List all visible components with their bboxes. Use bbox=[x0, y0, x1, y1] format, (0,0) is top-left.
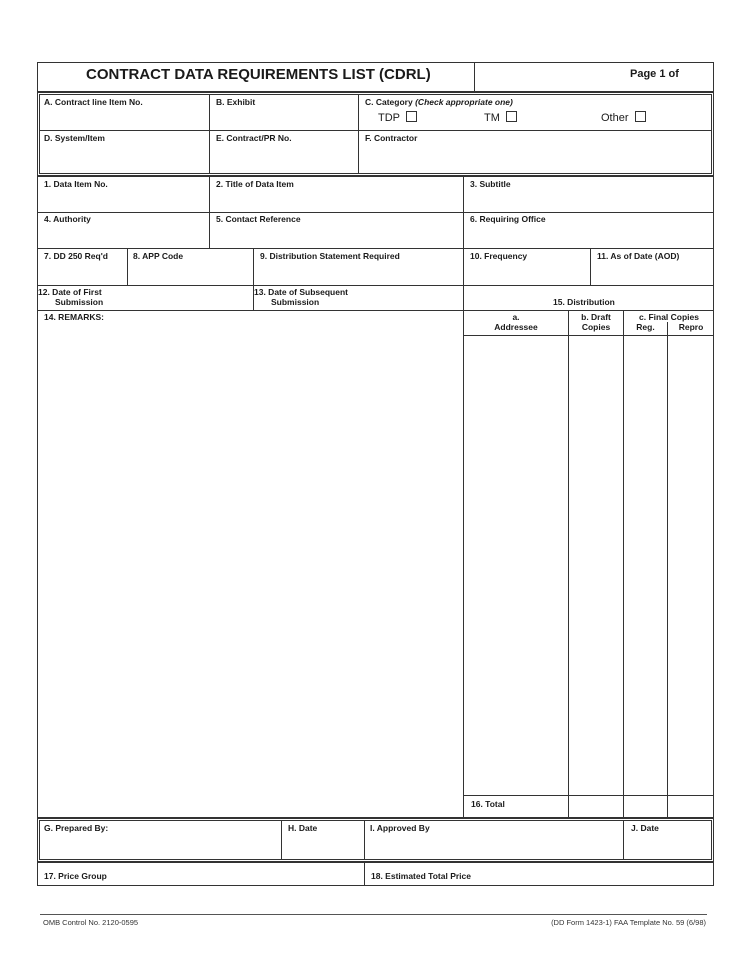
option-tdp[interactable] bbox=[378, 111, 417, 124]
final-reg-column[interactable] bbox=[624, 336, 667, 794]
subtitle-field[interactable] bbox=[464, 190, 713, 211]
other-label: Other bbox=[601, 112, 629, 124]
tdp-checkbox[interactable] bbox=[406, 111, 417, 122]
form-template-number: (DD Form 1423-1) FAA Template No. 59 (6/98) bbox=[551, 918, 706, 927]
item-14-label: 14. REMARKS: bbox=[44, 312, 104, 322]
col-b-line1: b. Draft bbox=[581, 312, 611, 322]
data-item-no-field[interactable] bbox=[38, 190, 208, 211]
divider bbox=[37, 310, 714, 311]
option-other[interactable] bbox=[601, 111, 646, 124]
item-12-label-line2: Submission bbox=[55, 297, 104, 307]
j-date-label: J. Date bbox=[631, 823, 659, 833]
col-a-line2: Addressee bbox=[494, 322, 538, 332]
item-17-label: 17. Price Group bbox=[44, 871, 107, 881]
page-label: Page 1 of bbox=[630, 68, 679, 80]
item-12-label: 12. Date of First bbox=[38, 287, 102, 297]
category-hint: (Check appropriate one) bbox=[415, 97, 513, 107]
h-date-label: H. Date bbox=[288, 823, 318, 833]
prepared-by-label: G. Prepared By: bbox=[44, 823, 109, 833]
contact-reference-field[interactable] bbox=[210, 226, 462, 247]
other-checkbox[interactable] bbox=[635, 111, 646, 122]
tdp-label: TDP bbox=[378, 112, 400, 124]
item-15-label: 15. Distribution bbox=[553, 297, 615, 307]
item-16-label: 16. Total bbox=[471, 799, 505, 809]
divider bbox=[39, 130, 712, 131]
contract-pr-field[interactable] bbox=[211, 144, 357, 174]
divider bbox=[37, 248, 714, 249]
col-b-line2: Copies bbox=[581, 322, 611, 332]
contractor-field[interactable] bbox=[360, 144, 712, 174]
field-b-label: B. Exhibit bbox=[216, 97, 256, 107]
col-a-line1: a. bbox=[512, 312, 520, 322]
divider bbox=[37, 212, 714, 213]
remarks-field[interactable] bbox=[38, 324, 466, 821]
date-subsequent-submission-field[interactable] bbox=[350, 287, 462, 309]
frequency-field[interactable] bbox=[464, 262, 589, 284]
requiring-office-field[interactable] bbox=[464, 226, 713, 247]
approved-by-field[interactable] bbox=[365, 834, 622, 859]
system-item-field[interactable] bbox=[40, 144, 208, 174]
total-draft-field[interactable] bbox=[569, 796, 623, 817]
approved-by-label: I. Approved By bbox=[370, 823, 430, 833]
j-date-field[interactable] bbox=[624, 834, 711, 859]
category-label: C. Category bbox=[365, 97, 413, 107]
app-code-field[interactable] bbox=[128, 262, 252, 284]
price-group-field[interactable] bbox=[120, 863, 363, 885]
authority-field[interactable] bbox=[38, 226, 208, 247]
item-6-label: 6. Requiring Office bbox=[470, 214, 546, 224]
dist-col-a-header bbox=[464, 312, 568, 332]
total-repro-field[interactable] bbox=[668, 796, 713, 817]
field-d-label: D. System/Item bbox=[44, 133, 105, 143]
field-e-label: E. Contract/PR No. bbox=[216, 133, 292, 143]
field-c-label bbox=[365, 97, 513, 107]
tm-checkbox[interactable] bbox=[506, 111, 517, 122]
h-date-field[interactable] bbox=[282, 834, 363, 859]
form-title: CONTRACT DATA REQUIREMENTS LIST (CDRL) bbox=[86, 66, 431, 83]
item-18-label: 18. Estimated Total Price bbox=[371, 871, 471, 881]
item-13-label: 13. Date of Subsequent bbox=[254, 287, 348, 297]
footer-rule bbox=[40, 914, 707, 915]
prepared-by-field[interactable] bbox=[40, 834, 280, 859]
final-repro-column[interactable] bbox=[668, 336, 713, 794]
item-8-label: 8. APP Code bbox=[133, 251, 184, 261]
divider bbox=[358, 94, 359, 174]
estimated-total-price-field[interactable] bbox=[485, 863, 713, 885]
item-13-label-line2: Submission bbox=[271, 297, 320, 307]
item-1-label: 1. Data Item No. bbox=[44, 179, 108, 189]
divider bbox=[364, 862, 365, 886]
divider bbox=[209, 94, 210, 174]
dist-col-c-repro: Repro bbox=[678, 322, 704, 332]
contract-line-item-field[interactable] bbox=[40, 108, 208, 129]
distribution-statement-field[interactable] bbox=[254, 262, 462, 284]
option-tm[interactable] bbox=[484, 111, 517, 124]
field-f-label: F. Contractor bbox=[365, 133, 418, 143]
divider bbox=[37, 285, 714, 286]
as-of-date-field[interactable] bbox=[591, 262, 713, 284]
item-11-label: 11. As of Date (AOD) bbox=[597, 251, 680, 261]
addressee-column[interactable] bbox=[464, 336, 568, 794]
draft-copies-column[interactable] bbox=[569, 336, 623, 794]
item-3-label: 3. Subtitle bbox=[470, 179, 511, 189]
item-5-label: 5. Contact Reference bbox=[216, 214, 301, 224]
date-first-submission-field[interactable] bbox=[130, 287, 252, 309]
title-divider bbox=[474, 62, 475, 92]
total-reg-field[interactable] bbox=[624, 796, 667, 817]
dist-col-b-header bbox=[569, 312, 623, 332]
field-a-label: A. Contract line Item No. bbox=[44, 97, 143, 107]
item-7-label: 7. DD 250 Req'd bbox=[44, 251, 108, 261]
item-2-label: 2. Title of Data Item bbox=[216, 179, 294, 189]
item-9-label: 9. Distribution Statement Required bbox=[260, 251, 400, 261]
omb-control-number: OMB Control No. 2120-0595 bbox=[43, 918, 139, 927]
item-4-label: 4. Authority bbox=[44, 214, 91, 224]
tm-label: TM bbox=[484, 112, 500, 124]
exhibit-field[interactable] bbox=[211, 108, 357, 129]
dist-col-c-header: c. Final Copies bbox=[639, 312, 699, 322]
title-of-data-item-field[interactable] bbox=[210, 190, 462, 211]
dd250-field[interactable] bbox=[38, 262, 126, 284]
item-10-label: 10. Frequency bbox=[470, 251, 528, 261]
page-number bbox=[630, 68, 679, 80]
dist-col-c-reg: Reg. bbox=[636, 322, 655, 332]
